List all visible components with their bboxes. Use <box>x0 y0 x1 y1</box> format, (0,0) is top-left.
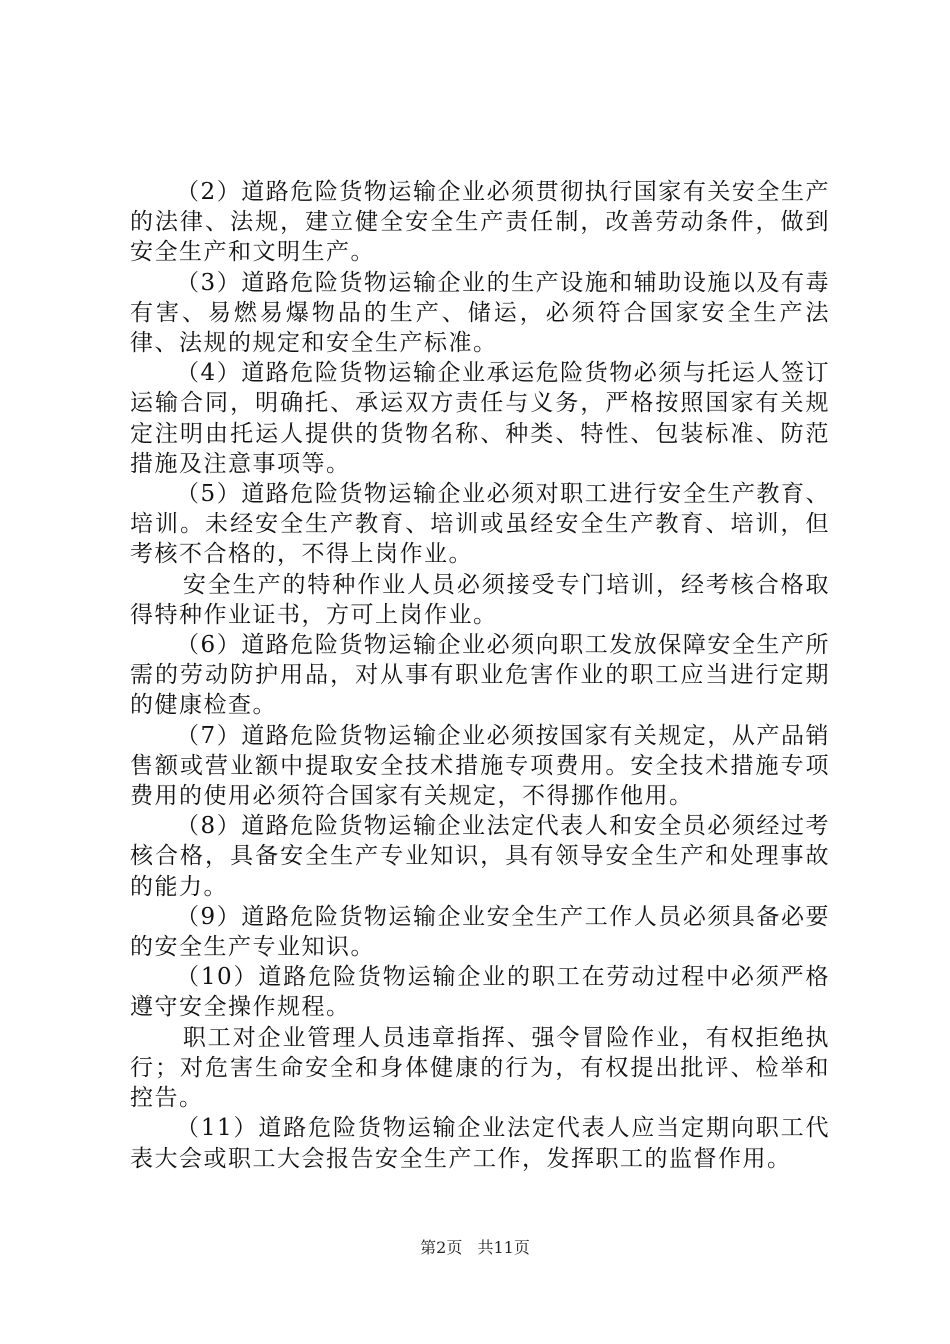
paragraph-item-3: （3）道路危险货物运输企业的生产设施和辅助设施以及有毒有害、易燃易爆物品的生产、储运，必须符合国家安全生产法律、法规的规定和安全生产标准。 <box>130 269 830 357</box>
document-body <box>130 177 830 1174</box>
paragraph-worker-rights: 职工对企业管理人员违章指挥、强令冒险作业，有权拒绝执行；对危害生命安全和身体健康的行为，有权提出批评、检举和控告。 <box>130 1024 830 1112</box>
paragraph-item-9: （9）道路危险货物运输企业安全生产工作人员必须具备必要的安全生产专业知识。 <box>130 903 830 961</box>
paragraph-item-11: （11）道路危险货物运输企业法定代表人应当定期向职工代表大会或职工大会报告安全生产工作，发挥职工的监督作用。 <box>130 1115 830 1172</box>
page-footer <box>0 1238 950 1258</box>
paragraph-item-10: （10）道路危险货物运输企业的职工在劳动过程中必须严格遵守安全操作规程。 <box>130 964 830 1021</box>
paragraph-item-4: （4）道路危险货物运输企业承运危险货物必须与托运人签订运输合同，明确托、承运双方责任与义务，严格按照国家有关规定注明由托运人提供的货物名称、种类、特性、包装标准、防范措施及注意事项等。 <box>130 360 830 477</box>
paragraph-item-2: （2）道路危险货物运输企业必须贯彻执行国家有关安全生产的法律、法规，建立健全安全生产责任制，改善劳动条件，做到安全生产和文明生产。 <box>130 179 830 266</box>
page-total: 共11页 <box>477 1238 530 1257</box>
paragraph-item-5: （5）道路危险货物运输企业必须对职工进行安全生产教育、培训。未经安全生产教育、培训或虽经安全生产教育、培训，但考核不合格的，不得上岗作业。 <box>130 481 830 568</box>
paragraph-item-8: （8）道路危险货物运输企业法定代表人和安全员必须经过考核合格，具备安全生产专业知识，具有领导安全生产和处理事故的能力。 <box>130 813 830 900</box>
paragraph-item-6: （6）道路危险货物运输企业必须向职工发放保障安全生产所需的劳动防护用品，对从事有职业危害作业的职工应当进行定期的健康检查。 <box>130 632 830 719</box>
page-number: 第2页 <box>420 1238 463 1257</box>
paragraph-item-7: （7）道路危险货物运输企业必须按国家有关规定，从产品销售额或营业额中提取安全技术措施专项费用。安全技术措施专项费用的使用必须符合国家有关规定，不得挪作他用。 <box>130 722 830 810</box>
paragraph-special-training: 安全生产的特种作业人员必须接受专门培训，经考核合格取得特种作业证书，方可上岗作业。 <box>130 571 830 628</box>
